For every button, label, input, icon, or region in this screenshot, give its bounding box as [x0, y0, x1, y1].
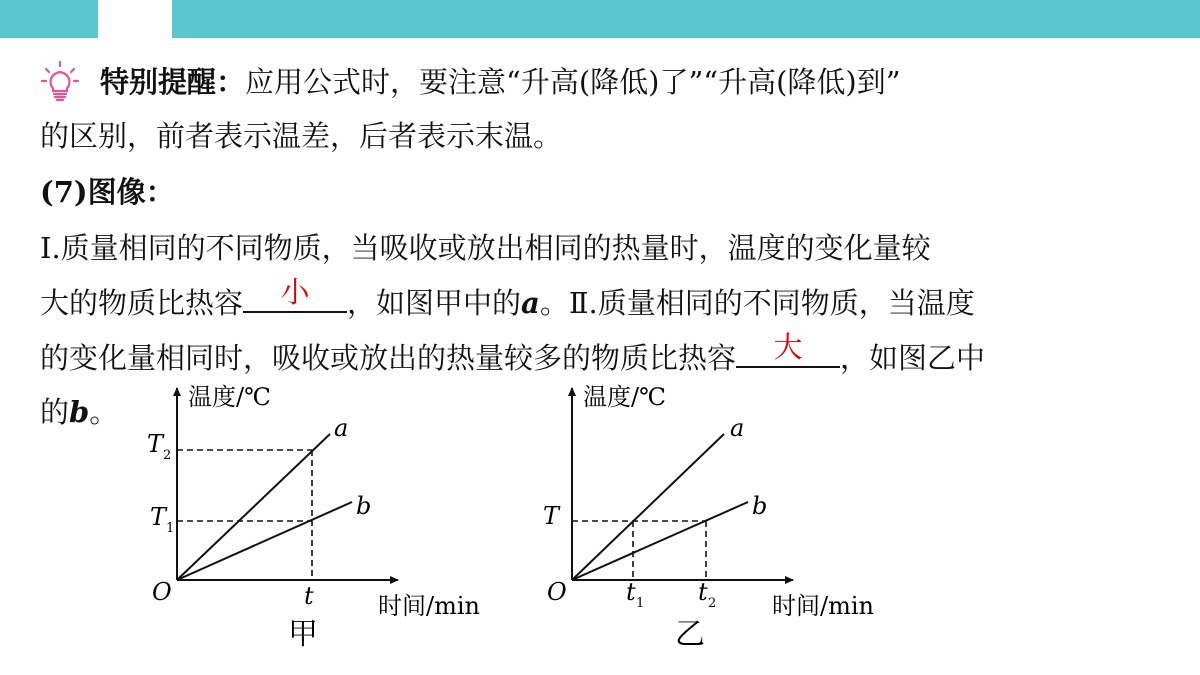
paragraph-text-2a: 大的物质比热容 — [40, 286, 244, 320]
yi-line-a — [572, 434, 724, 580]
jia-y-label: 温度/℃ — [188, 383, 271, 411]
tip-label: 特别提醒： — [100, 65, 246, 99]
yi-y-label: 温度/℃ — [583, 383, 666, 411]
jia-tick-T1: T — [150, 503, 167, 531]
tip-text-2: 的区别，前者表示温差，后者表示末温。 — [40, 119, 563, 153]
jia-tick-T2: T — [147, 430, 164, 458]
jia-x-label: 时间/min — [378, 592, 480, 620]
yi-tick-t2: t — [698, 578, 708, 606]
yi-line-b — [572, 502, 748, 580]
yi-origin: O — [547, 578, 567, 606]
jia-caption: 甲 — [288, 617, 318, 652]
yi-x-label: 时间/min — [772, 592, 874, 620]
yi-tick-t2-sub: 2 — [708, 596, 717, 611]
yi-tick-t1-sub: 1 — [636, 596, 645, 611]
answer-1: 小 — [280, 275, 310, 309]
answer-2: 大 — [773, 330, 803, 364]
paragraph-text-4b: 。 — [89, 395, 119, 429]
yi-tick-t1: t — [626, 578, 636, 606]
jia-tick-T1-sub: 1 — [166, 521, 175, 536]
yi-label-b: b — [752, 492, 768, 520]
graph-yi — [543, 383, 874, 652]
paragraph-text-1: Ⅰ.质量相同的不同物质，当吸收或放出相同的热量时，温度的变化量较 — [40, 231, 931, 265]
section-heading-text: (7)图像： — [40, 175, 175, 209]
paragraph-text-2c: 。Ⅱ.质量相同的不同物质，当温度 — [539, 286, 975, 320]
paragraph-text-2b: ，如图甲中的 — [347, 286, 522, 320]
variable-b: b — [69, 395, 90, 429]
jia-tick-t: t — [304, 582, 314, 610]
jia-label-b: b — [356, 492, 372, 520]
jia-tick-T2-sub: 2 — [163, 448, 172, 463]
jia-label-a: a — [334, 414, 349, 442]
graph-jia — [147, 383, 480, 652]
paragraph-text-3b: ，如图乙中 — [840, 341, 986, 375]
yi-caption: 乙 — [675, 617, 705, 652]
yi-tick-T: T — [543, 502, 560, 530]
yi-label-a: a — [730, 414, 745, 442]
jia-origin: O — [152, 578, 172, 606]
tip-text-1: 应用公式时，要注意“升高(降低)了”“升高(降低)到” — [245, 65, 901, 99]
jia-line-a — [177, 434, 330, 580]
paragraph-text-3a: 的变化量相同时，吸收或放出的热量较多的物质比热容 — [40, 341, 737, 375]
variable-a: a — [521, 286, 540, 320]
jia-line-b — [177, 502, 352, 580]
paragraph-text-4a: 的 — [40, 395, 70, 429]
